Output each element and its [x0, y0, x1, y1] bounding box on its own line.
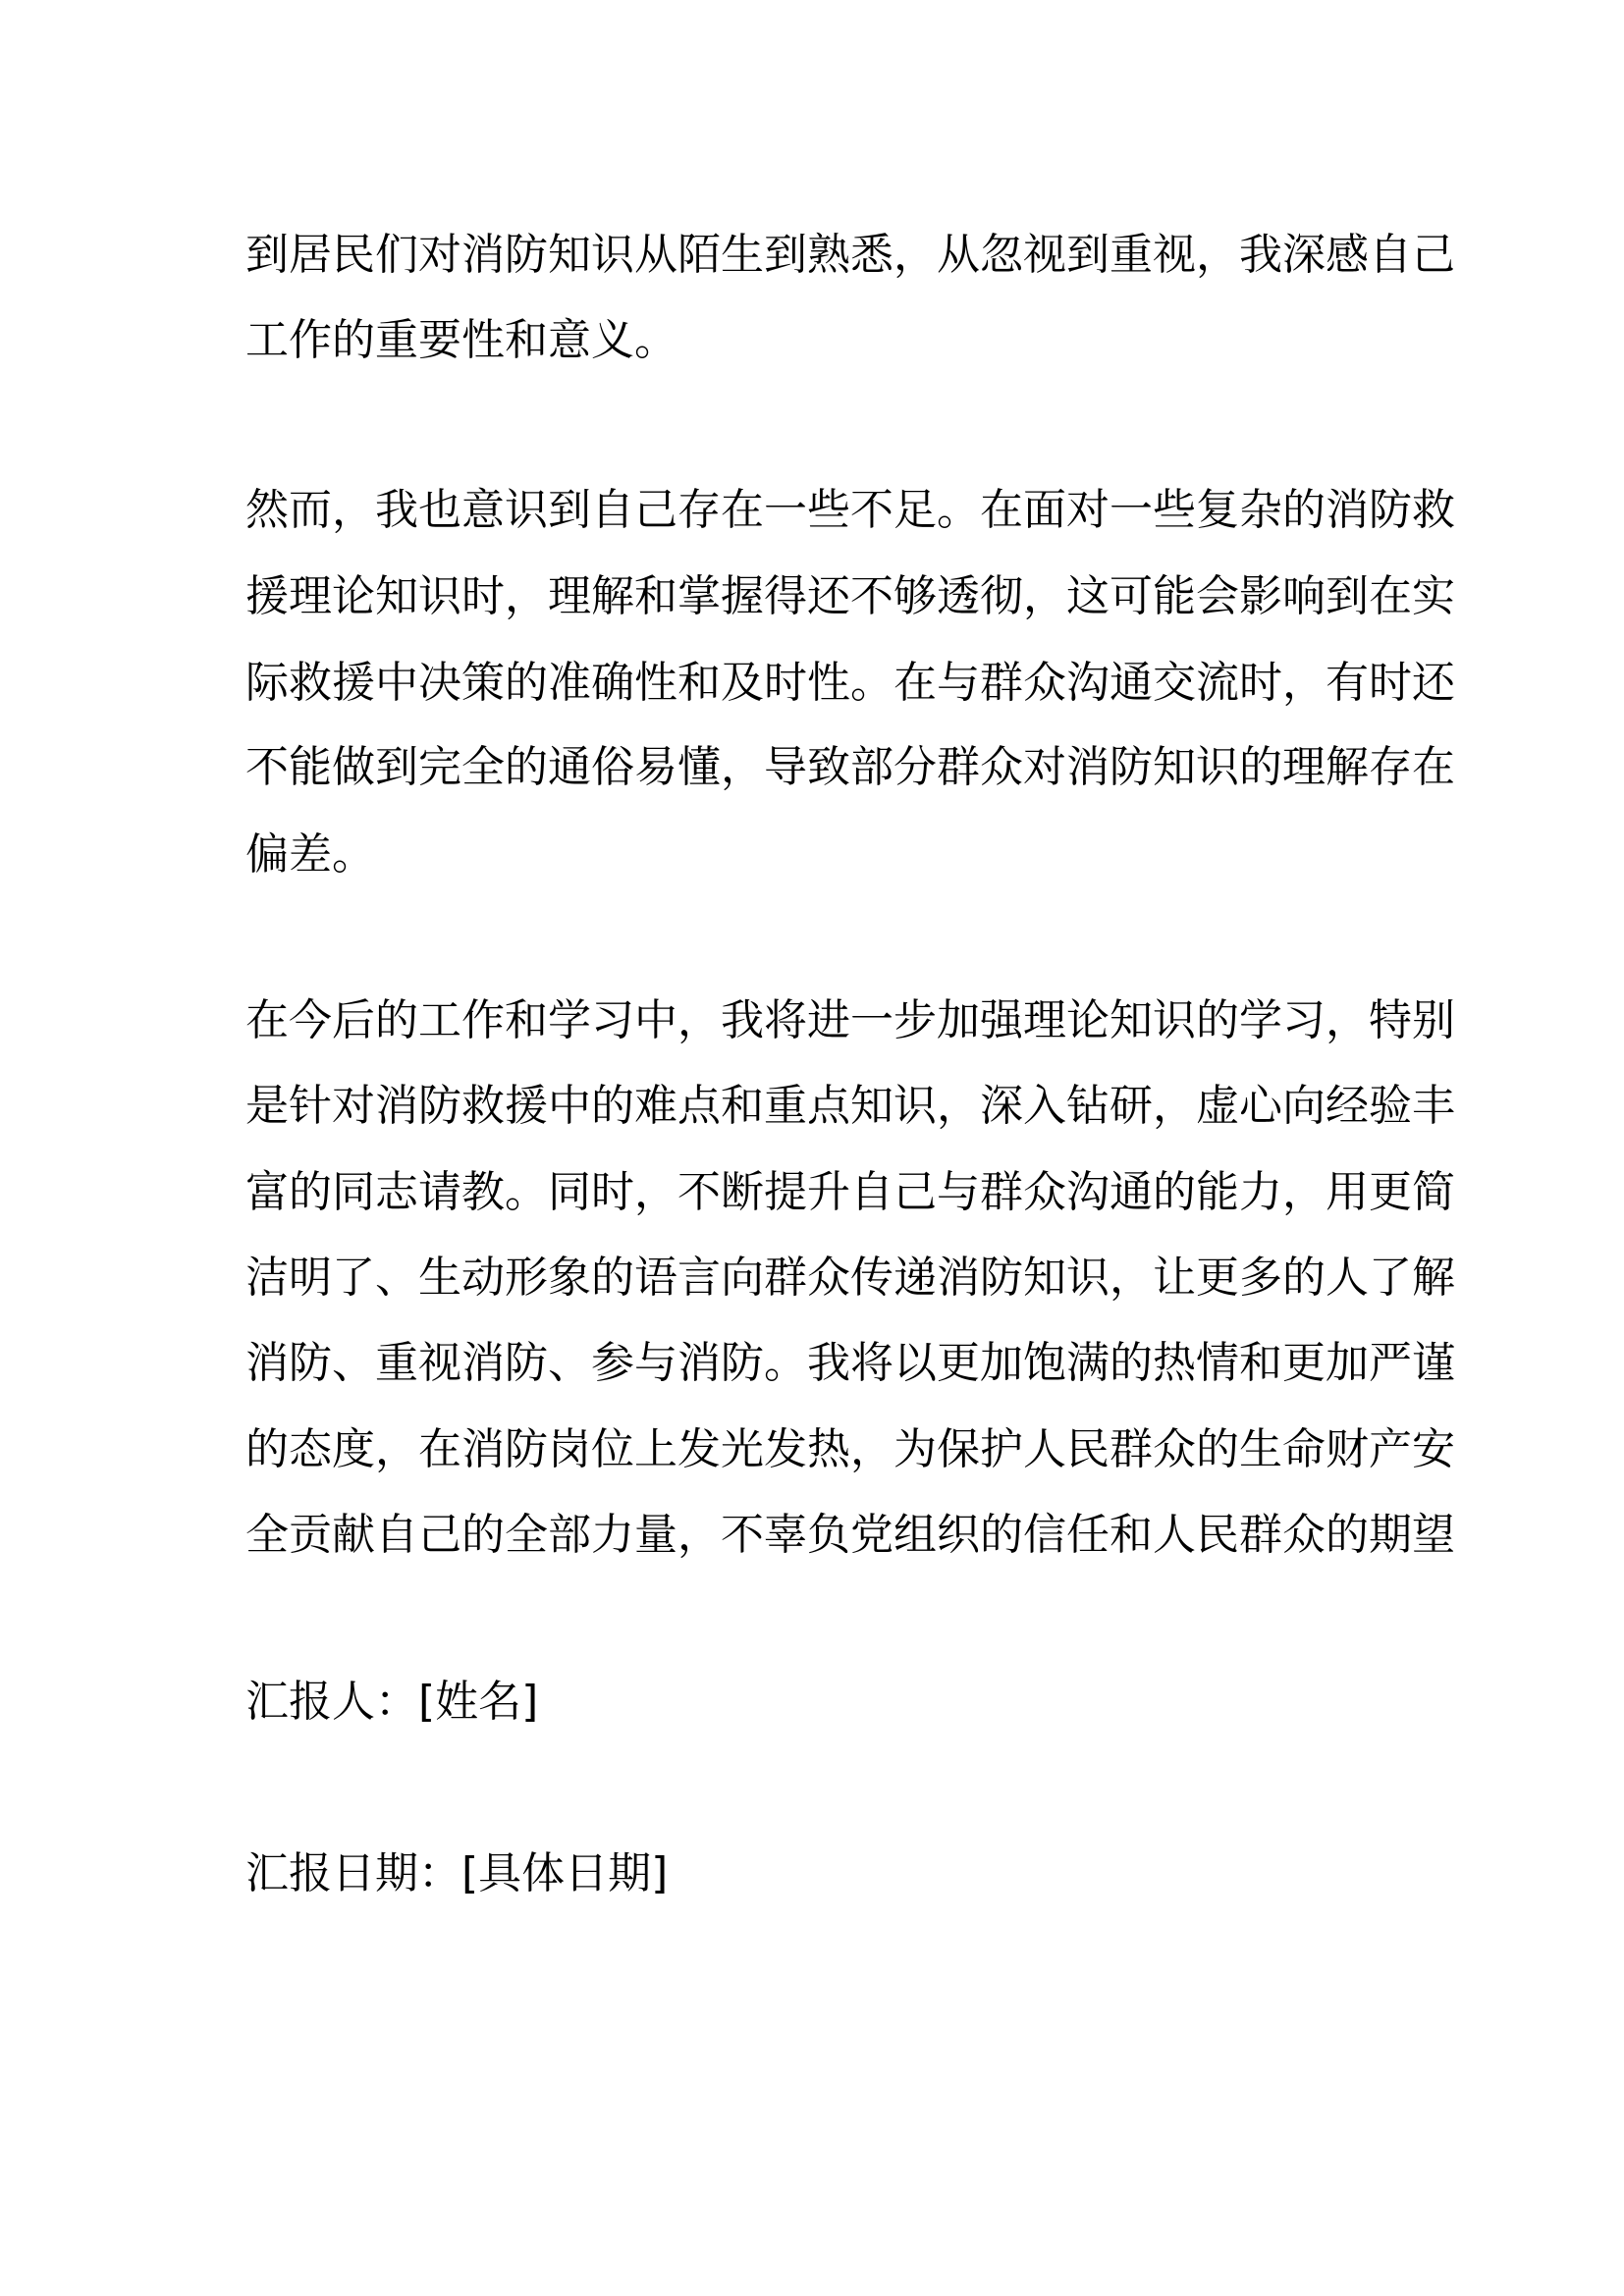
report-date: 汇报日期：[具体日期]: [245, 1848, 669, 1898]
paragraph-line: 洁明了、生动形象的语言向群众传递消防知识，让更多的人了解: [245, 1253, 1455, 1303]
paragraph-line: 全贡献自己的全部力量，不辜负党组织的信任和人民群众的期望: [245, 1510, 1455, 1560]
paragraph-line: 偏差。: [245, 829, 375, 880]
paragraph-line: 在今后的工作和学习中，我将进一步加强理论知识的学习，特别: [245, 995, 1455, 1045]
paragraph-line: 到居民们对消防知识从陌生到熟悉，从忽视到重视，我深感自己: [245, 230, 1455, 280]
paragraph-line: 援理论知识时，理解和掌握得还不够透彻，这可能会影响到在实: [245, 571, 1455, 621]
paragraph-line: 然而，我也意识到自己存在一些不足。在面对一些复杂的消防救: [245, 485, 1455, 535]
reporter-name: 汇报人：[姓名]: [245, 1677, 539, 1727]
paragraph-line: 是针对消防救援中的难点和重点知识，深入钻研，虚心向经验丰: [245, 1081, 1455, 1131]
paragraph-line: 工作的重要性和意义。: [245, 315, 677, 365]
paragraph-line: 不能做到完全的通俗易懂，导致部分群众对消防知识的理解存在: [245, 742, 1455, 792]
paragraph-line: 际救援中决策的准确性和及时性。在与群众沟通交流时，有时还: [245, 658, 1455, 708]
paragraph-line: 富的同志请教。同时，不断提升自己与群众沟通的能力，用更简: [245, 1167, 1455, 1217]
paragraph-line: 消防、重视消防、参与消防。我将以更加饱满的热情和更加严谨: [245, 1338, 1455, 1388]
paragraph-line: 的态度，在消防岗位上发光发热，为保护人民群众的生命财产安: [245, 1424, 1455, 1474]
